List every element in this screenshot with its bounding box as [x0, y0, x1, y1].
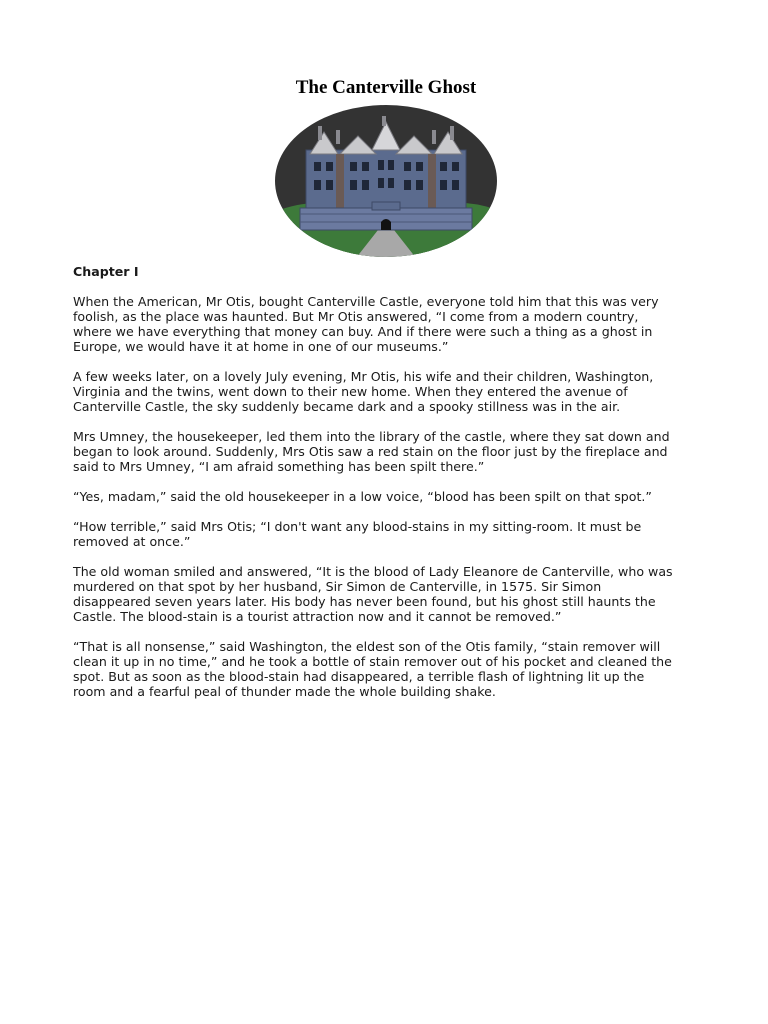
paragraph: “How terrible,” said Mrs Otis; “I don't want any blood-stains in my sitting-room. It must be removed at once.” [73, 519, 642, 549]
chapter-heading: Chapter I [73, 264, 139, 279]
page-title: The Canterville Ghost [295, 77, 477, 98]
paragraph: “That is all nonsense,” said Washington, the eldest son of the Otis family, “stain remover will clean it up in no time,” and he took a bottle of stain remover out of his pocket and cleaned the spot. But as soon as the blood-stain had disappeared, a terrible flash of lightning lit up the room and a fearful peal of thunder made the whole building shake. [73, 639, 672, 699]
castle-illustration [274, 104, 498, 258]
chapter-content [73, 264, 703, 714]
paragraph: When the American, Mr Otis, bought Canterville Castle, everyone told him that this was very foolish, as the place was haunted. But Mr Otis answered, “I come from a modern country, where we have everything that money can buy. And if there were such a thing as a ghost in Europe, we would have it at home in one of our museums.” [73, 294, 659, 354]
paragraph: A few weeks later, on a lovely July evening, Mr Otis, his wife and their children, Washington, Virginia and the twins, went down to their new home. When they entered the avenue of Canterville Castle, the sky suddenly became dark and a spooky stillness was in the air. [73, 369, 654, 414]
paragraph: The old woman smiled and answered, “It is the blood of Lady Eleanore de Canterville, who was murdered on that spot by her husband, Sir Simon de Canterville, in 1575. Sir Simon disappeared seven years later. His body has never been found, but his ghost still haunts the Castle. The blood-stain is a tourist attraction now and it cannot be removed.” [73, 564, 673, 624]
paragraph: Mrs Umney, the housekeeper, led them into the library of the castle, where they sat down and began to look around. Suddenly, Mrs Otis saw a red stain on the floor just by the fireplace and said to Mrs Umney, “I am afraid something has been spilt there.” [73, 429, 670, 474]
paragraph: “Yes, madam,” said the old housekeeper in a low voice, “blood has been spilt on that spot.” [73, 489, 652, 504]
